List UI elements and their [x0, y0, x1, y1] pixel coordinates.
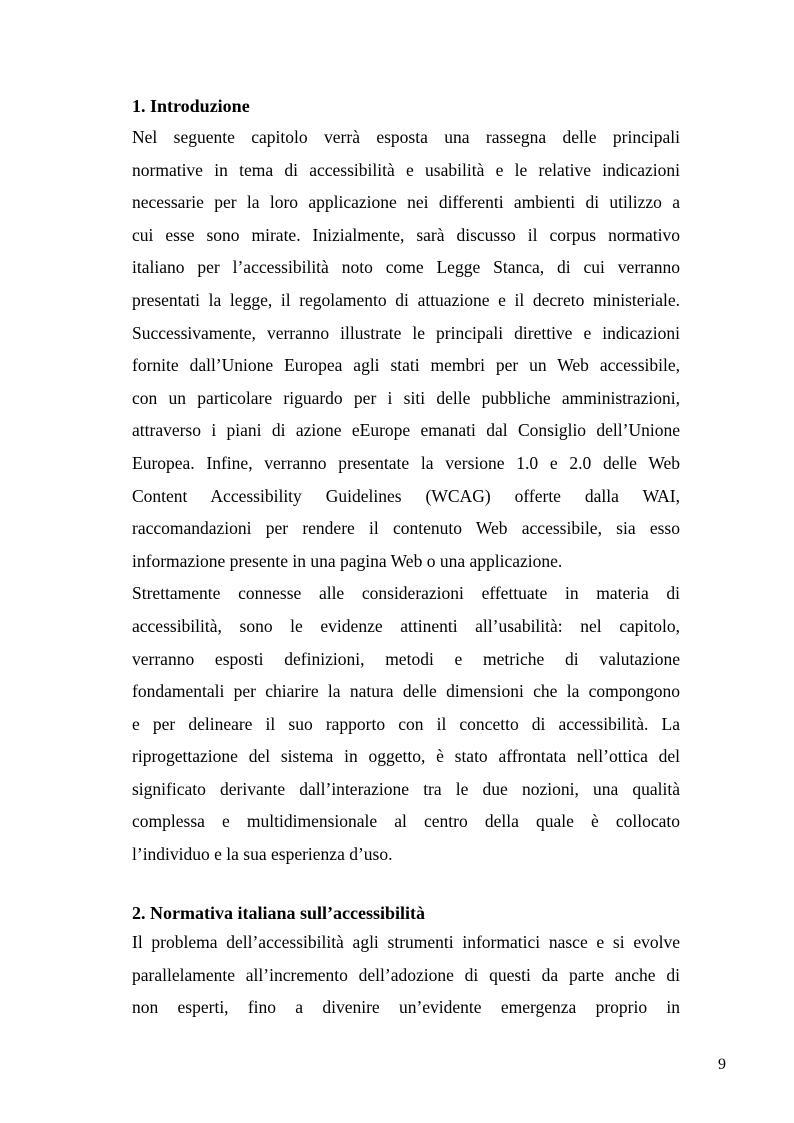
text-line: Successivamente, verranno illustrate le principali direttive e indicazioni [132, 322, 680, 343]
page-number: 9 [718, 1056, 726, 1073]
text-line: fornite dall’Unione Europea agli stati membri per un Web accessibile, [132, 355, 680, 376]
text-line: l’individuo e la sua esperienza d’uso. [132, 844, 393, 865]
text-line: italiano per l’accessibilità noto come Legge Stanca, di cui verranno [132, 257, 680, 278]
text-line: Content Accessibility Guidelines (WCAG) offerte dalla WAI, [132, 485, 680, 506]
text-line: normative in tema di accessibilità e usabilità e le relative indicazioni [132, 159, 680, 180]
text-line: con un particolare riguardo per i siti delle pubbliche amministrazioni, [132, 387, 680, 408]
text-line: parallelamente all’incremento dell’adozione di questi da parte anche di [132, 964, 680, 985]
paragraph-intro-1 [132, 121, 680, 871]
text-line: fondamentali per chiarire la natura delle dimensioni che la compongono [132, 681, 680, 702]
text-line: verranno esposti definizioni, metodi e metriche di valutazione [132, 648, 680, 669]
text-line: presentati la legge, il regolamento di attuazione e il decreto ministeriale. [132, 289, 680, 310]
text-line: Il problema dell’accessibilità agli strumenti informatici nasce e si evolve [132, 932, 680, 952]
text-line: cui esse sono mirate. Inizialmente, sarà discusso il corpus normativo [132, 224, 680, 245]
text-line: Europea. Infine, verranno presentate la versione 1.0 e 2.0 delle Web [132, 452, 680, 473]
text-line: Strettamente connesse alle considerazioni effettuate in materia di [132, 583, 680, 604]
text-line: accessibilità, sono le evidenze attinenti all’usabilità: nel capitolo, [132, 615, 680, 636]
text-line: necessarie per la loro applicazione nei differenti ambienti di utilizzo a [132, 192, 680, 213]
text-line: e per delineare il suo rapporto con il concetto di accessibilità. La [132, 713, 680, 734]
text-line: complessa e multidimensionale al centro della quale è collocato [132, 811, 680, 832]
text-line: non esperti, fino a divenire un’evidente emergenza proprio in [132, 997, 680, 1018]
text-line: Nel seguente capitolo verrà esposta una rassegna delle principali [132, 127, 680, 147]
text-line: significato derivante dall’interazione tra le due nozioni, una qualità [132, 778, 680, 799]
text-line: raccomandazioni per rendere il contenuto Web accessibile, sia esso [132, 518, 680, 539]
section-heading-normativa: 2. Normativa italiana sull’accessibilità [132, 903, 425, 923]
text-line: riprogettazione del sistema in oggetto, è stato affrontata nell’ottica del [132, 746, 680, 767]
paragraph-normativa-1 [132, 926, 680, 1024]
text-line: informazione presente in una pagina Web o una applicazione. [132, 550, 563, 571]
section-heading-introduzione: 1. Introduzione [132, 96, 250, 116]
text-line: attraverso i piani di azione eEurope emanati dal Consiglio dell’Unione [132, 420, 680, 441]
